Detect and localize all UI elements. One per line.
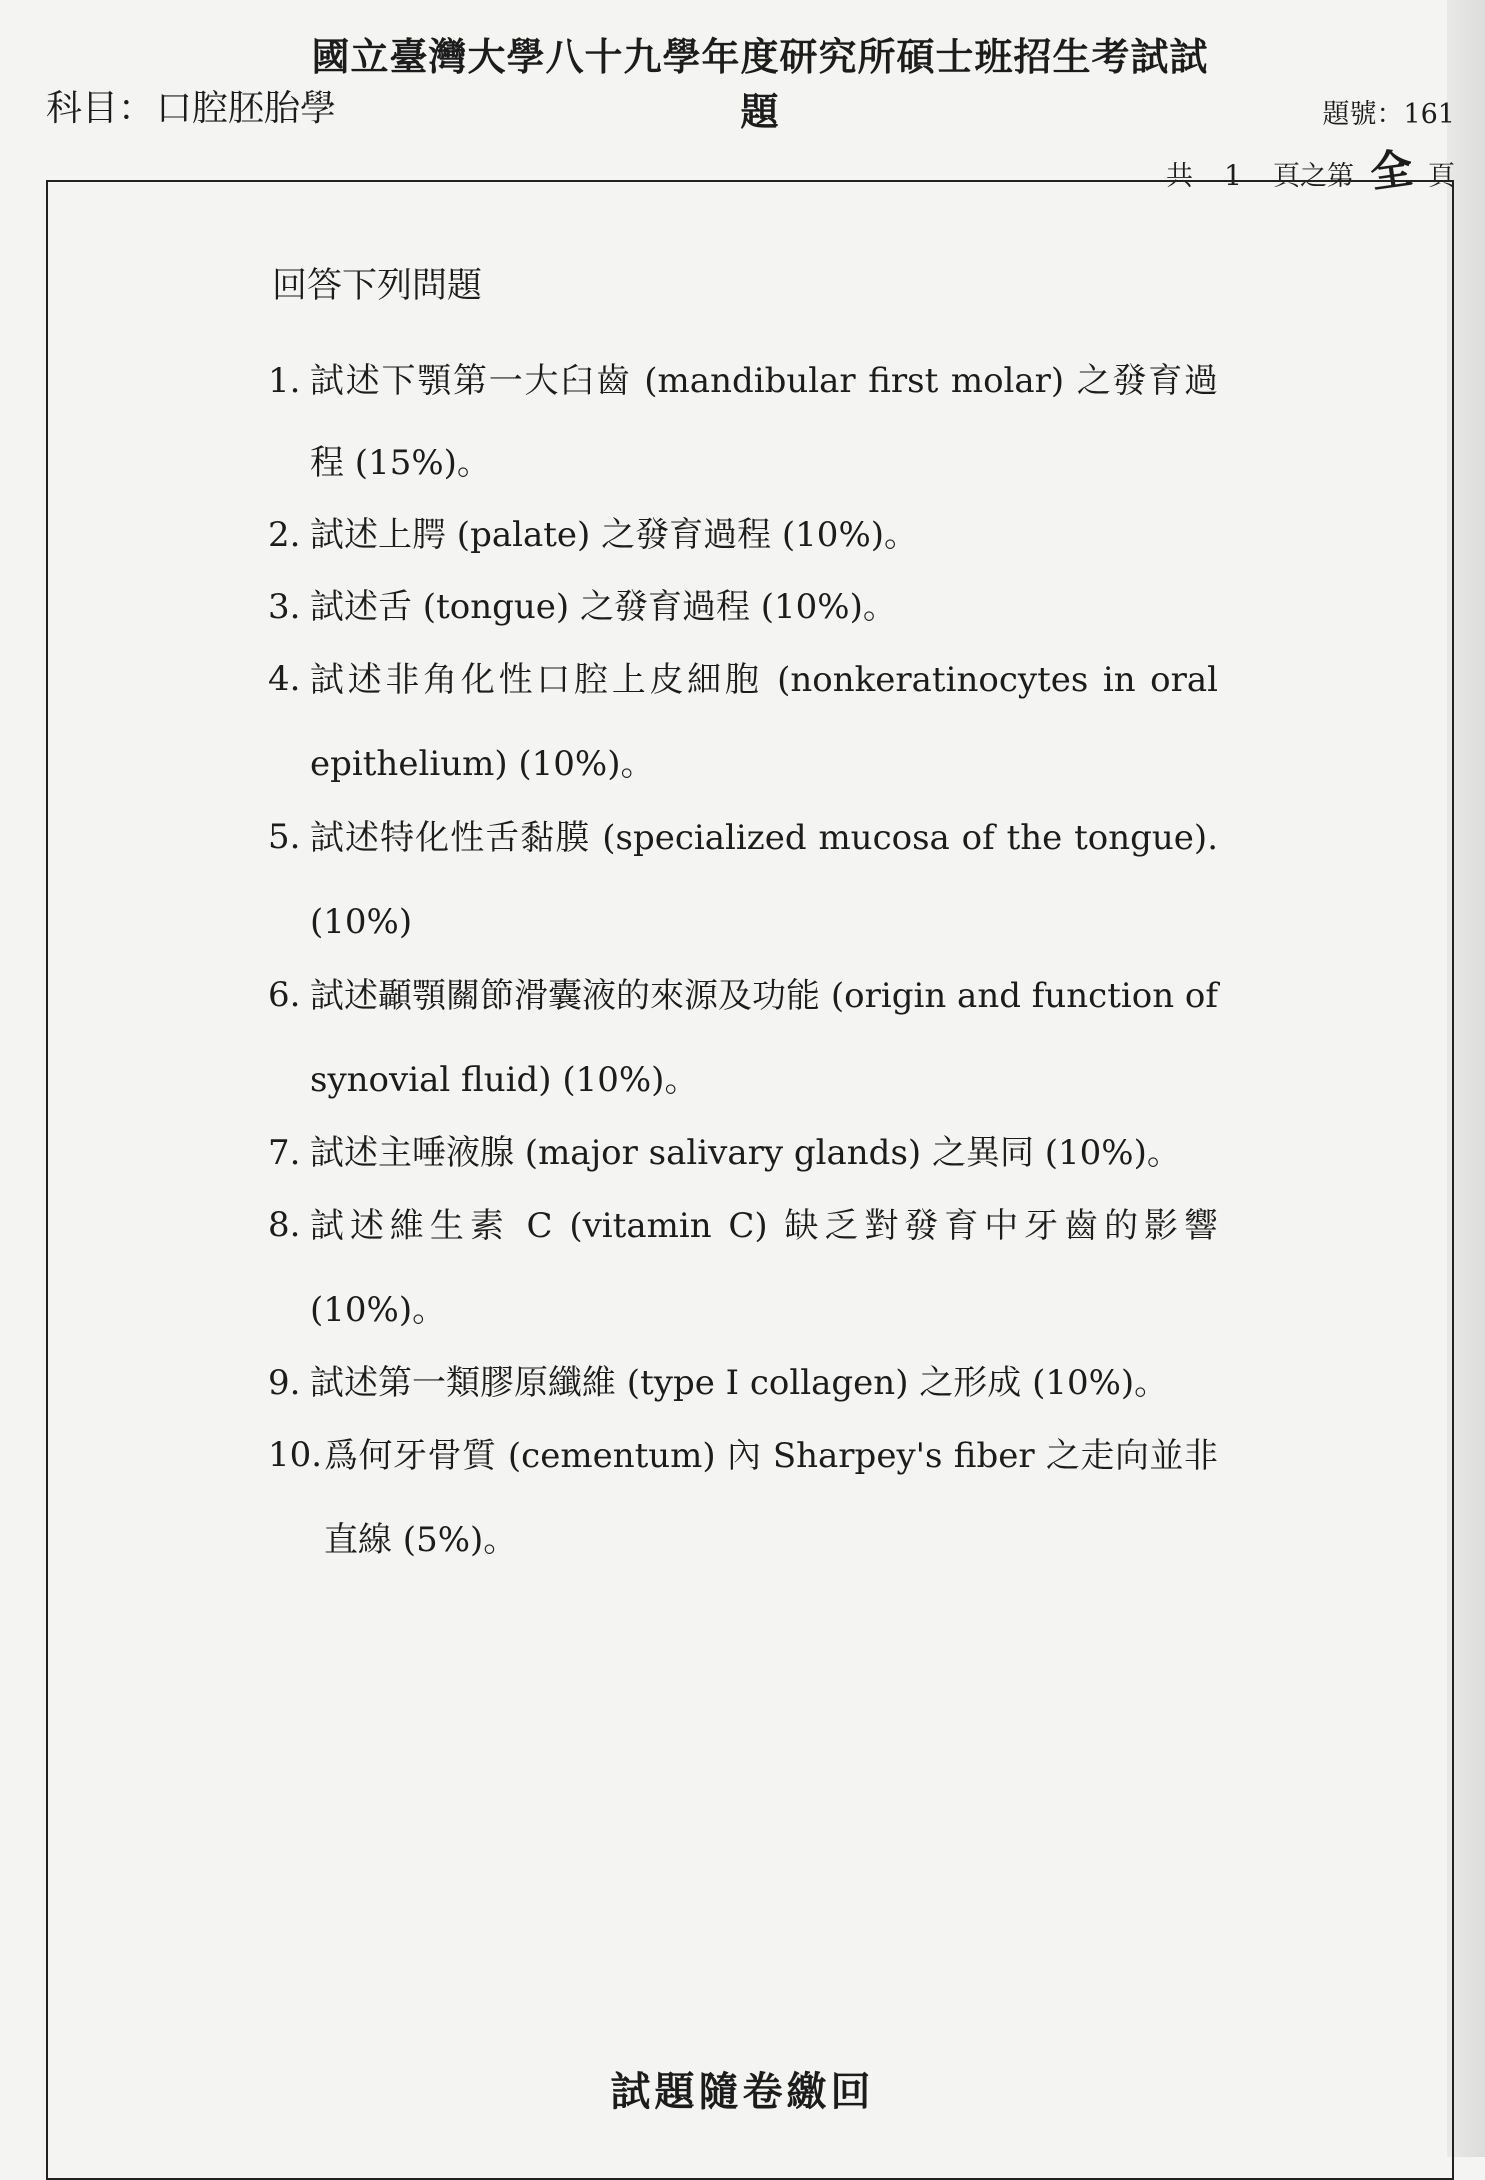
subject-label: 科目： bbox=[46, 88, 155, 129]
pages-prefix: 共 bbox=[1165, 161, 1193, 192]
question-num: 8. bbox=[268, 1205, 301, 1245]
pages-middle: 頁之第 bbox=[1272, 161, 1354, 192]
question-text: 試述上腭 (palate) 之發育過程 (10%)。 bbox=[310, 515, 919, 555]
question-text: 試述下顎第一大臼齒 (mandibular first molar) 之發育過程 (15%)。 bbox=[310, 361, 1218, 483]
question-item bbox=[268, 1342, 1218, 1424]
question-text: 試述特化性舌黏膜 (specialized mucosa of the tongue). (10%) bbox=[310, 818, 1218, 942]
question-text: 試述主唾液腺 (major salivary glands) 之異同 (10%)。 bbox=[310, 1133, 1181, 1173]
question-item bbox=[268, 1184, 1218, 1352]
question-num: 2. bbox=[268, 515, 301, 555]
return-note: 試題隨卷繳回 bbox=[610, 2069, 875, 2115]
question-text: 試述維生素 C (vitamin C) 缺乏對發育中牙齒的影響 (10%)。 bbox=[310, 1206, 1218, 1330]
question-num: 3. bbox=[268, 587, 301, 627]
question-num: 6. bbox=[268, 975, 301, 1015]
question-item bbox=[268, 796, 1218, 964]
question-num: 1. bbox=[268, 361, 301, 401]
question-text: 爲何牙骨質 (cementum) 內 Sharpey's fiber 之走向並非直線 (5%)。 bbox=[324, 1436, 1218, 1560]
pages-total: 1 bbox=[1224, 159, 1242, 192]
question-number-value: 161 bbox=[1403, 99, 1455, 130]
question-number-label: 題號： bbox=[1322, 99, 1404, 130]
question-num: 5. bbox=[268, 817, 301, 857]
pages-current: 全 bbox=[1367, 143, 1416, 198]
question-num: 9. bbox=[268, 1363, 301, 1403]
question-text: 試述顳顎關節滑囊液的來源及功能 (origin and function of synovial fluid) (10%)。 bbox=[310, 976, 1218, 1100]
question-list bbox=[268, 258, 1218, 1582]
question-item bbox=[268, 340, 1218, 504]
question-item bbox=[268, 1112, 1218, 1194]
question-number bbox=[1322, 92, 1455, 131]
question-item bbox=[268, 954, 1218, 1122]
subject-line bbox=[46, 80, 336, 131]
question-num: 10. bbox=[268, 1435, 323, 1475]
question-num: 7. bbox=[268, 1133, 301, 1173]
question-item bbox=[268, 566, 1218, 648]
question-num: 4. bbox=[268, 659, 301, 699]
pages-suffix: 頁 bbox=[1428, 161, 1455, 192]
subject-value: 口腔胚胎學 bbox=[156, 88, 337, 129]
exam-title: 國立臺灣大學八十九學年度研究所碩士班招生考試試題 bbox=[311, 34, 1209, 134]
question-item bbox=[268, 494, 1218, 576]
question-text: 試述非角化性口腔上皮細胞 (nonkeratinocytes in oral epithelium) (10%)。 bbox=[310, 660, 1218, 784]
question-item bbox=[268, 638, 1218, 806]
instructions: 回答下列問題 bbox=[272, 266, 483, 306]
question-item bbox=[268, 1414, 1218, 1582]
question-text: 試述第一類膠原纖維 (type I collagen) 之形成 (10%)。 bbox=[310, 1363, 1169, 1403]
question-text: 試述舌 (tongue) 之發育過程 (10%)。 bbox=[310, 587, 897, 627]
